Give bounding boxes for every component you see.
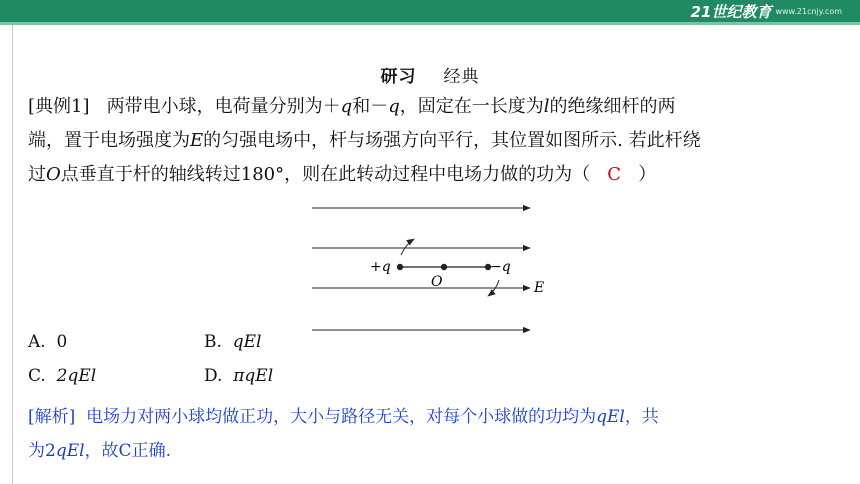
q-var-O: O — [46, 164, 61, 185]
option-a-value: 0 — [56, 332, 68, 352]
field-diagram — [300, 192, 560, 342]
option-c-label: C. — [28, 366, 46, 386]
sol-line2-b: ，故C正确. — [84, 441, 171, 461]
brand-logo — [691, 2, 842, 20]
q-line1-c: ，固定在一长度为 — [399, 96, 544, 117]
title-right: 经典 — [443, 67, 480, 87]
option-d — [204, 366, 273, 386]
q-var-E: E — [190, 130, 204, 151]
q-line3-a: 过 — [28, 164, 46, 185]
option-b-label: B. — [204, 332, 222, 352]
q-line1-b: 和－ — [352, 96, 389, 117]
plus-label: +q — [370, 259, 391, 275]
left-divider — [12, 25, 13, 484]
sol-v2: qEl — [55, 441, 85, 461]
rotation-arrow-top — [401, 239, 414, 255]
q-var-q1: q — [340, 96, 353, 117]
logo-sub: www.21cnjy.com — [775, 6, 842, 16]
option-d-value: πqEl — [233, 366, 274, 386]
field-label: E — [534, 280, 545, 296]
plus-charge-dot — [397, 264, 403, 270]
q-line1-d: 的绝缘细杆的两 — [549, 96, 676, 117]
q-line2-b: 的匀强电场中，杆与场强方向平行，其位置如图所示. 若此杆绕 — [203, 130, 701, 151]
option-a-label: A. — [28, 332, 46, 352]
answer-text: C — [607, 164, 622, 185]
option-b — [204, 332, 261, 352]
center-label: O — [431, 274, 443, 290]
q-var-q2: q — [388, 96, 400, 117]
option-b-value: qEl — [232, 332, 262, 352]
q-line3-b: 点垂直于杆的轴线转过180°，则在此转动过程中电场力做的功为（ — [60, 164, 591, 185]
solution-text — [28, 400, 838, 468]
q-line1-a: 两带电小球，电荷量分别为＋ — [106, 96, 341, 117]
logo-text: 21世纪教育 — [690, 2, 772, 21]
sol-line2-a: 为2 — [28, 441, 56, 461]
option-a — [28, 332, 67, 352]
option-c — [28, 366, 96, 386]
q-line2-a: 端，置于电场强度为 — [28, 130, 190, 151]
title-left: 研习 — [380, 67, 417, 87]
minus-label: −q — [490, 259, 511, 275]
solution-tag: [解析] — [28, 407, 76, 427]
sol-text2: ，共 — [624, 407, 659, 427]
header-bar — [0, 0, 860, 22]
option-c-value: 2qEl — [56, 366, 97, 386]
question-text — [28, 90, 838, 192]
question-tag: [典例1] — [28, 96, 90, 117]
option-d-label: D. — [204, 366, 223, 386]
sol-text1: 电场力对两小球均做正功，大小与路径无关，对每个小球做的功均为 — [86, 407, 597, 427]
q-line3-c: ） — [638, 164, 657, 185]
center-dot — [441, 264, 447, 270]
q-var-l: l — [543, 96, 550, 117]
sol-v1: qEl — [596, 407, 625, 427]
header-stripe — [0, 22, 860, 25]
section-title — [0, 62, 860, 87]
